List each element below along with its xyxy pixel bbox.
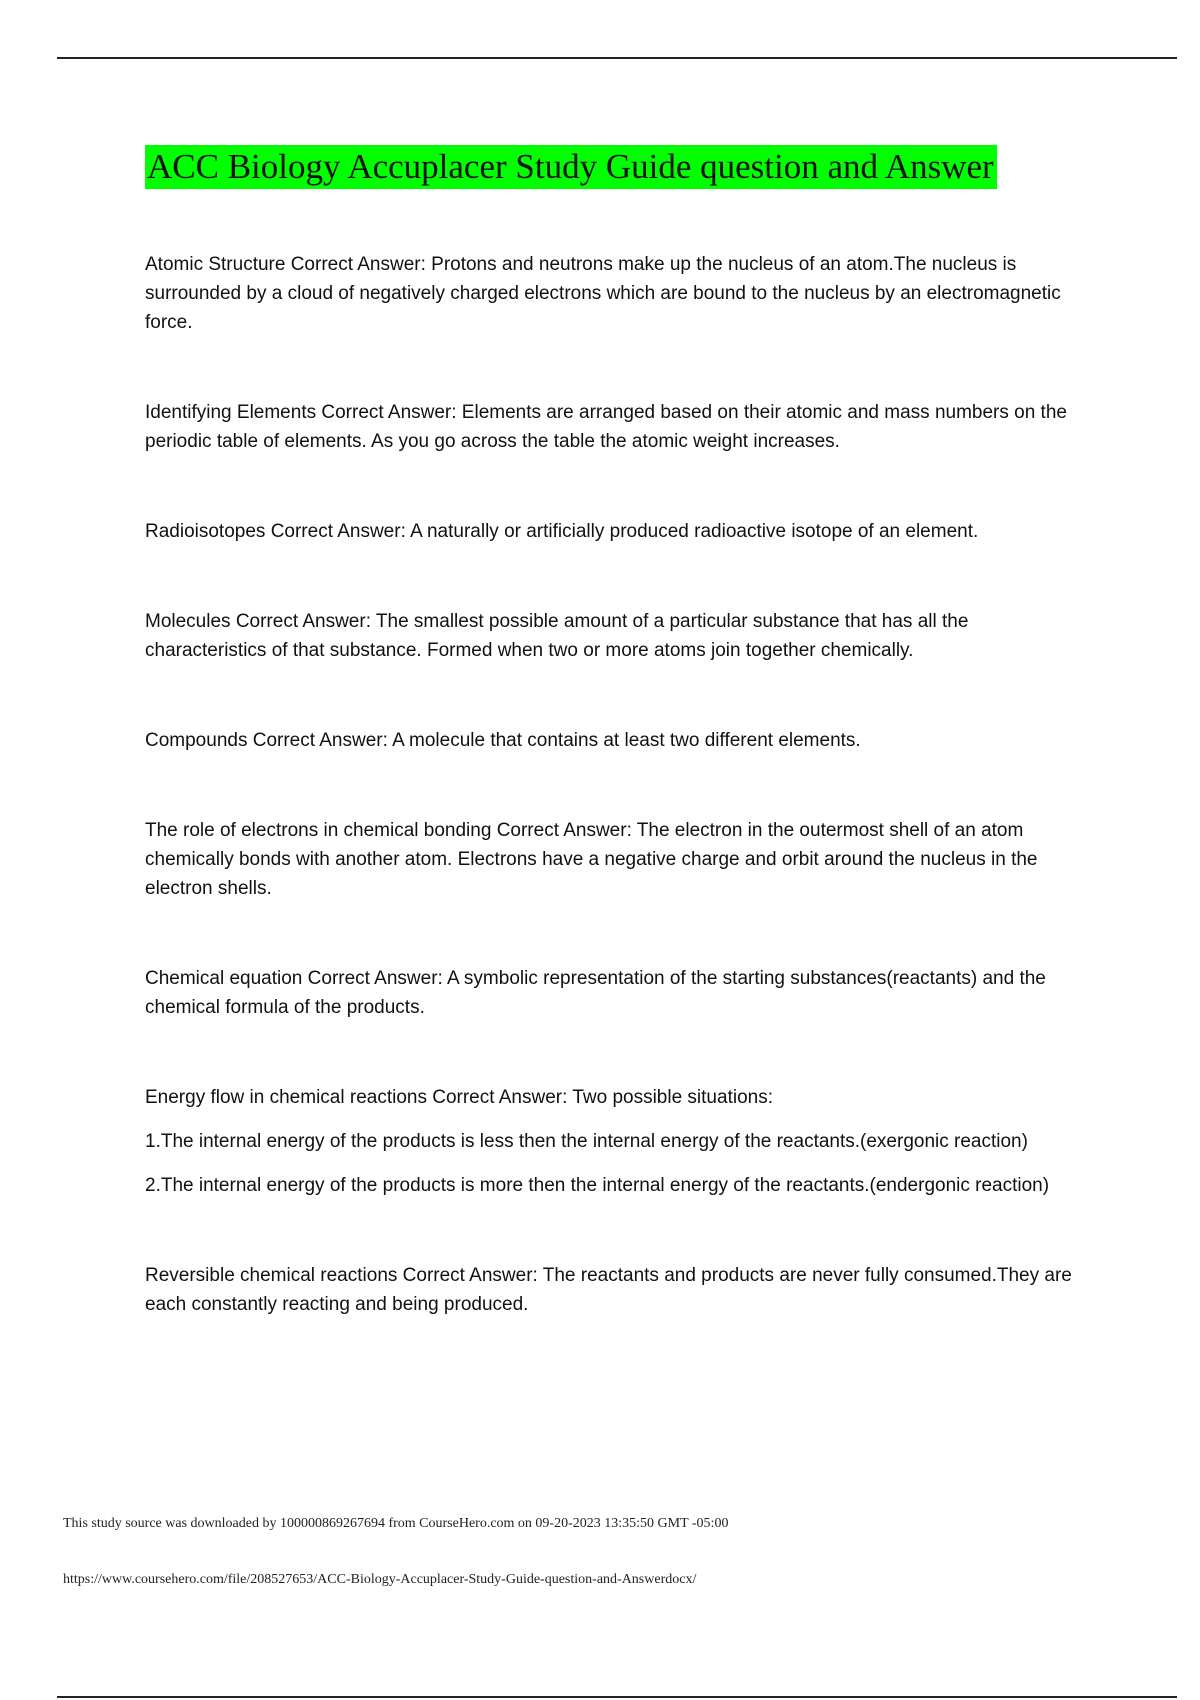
- qa-item: [145, 816, 1080, 903]
- qa-energy-flow-intro: Energy flow in chemical reactions Correct Answer: Two possible situations:: [145, 1087, 773, 1108]
- bottom-divider: [57, 1696, 1177, 1698]
- qa-energy-flow-point-2: 2.The internal energy of the products is more then the internal energy of the reactants.(endergonic reaction): [145, 1175, 1050, 1196]
- qa-item: [145, 964, 1080, 1022]
- qa-item: [145, 517, 1080, 546]
- qa-item: [145, 1261, 1080, 1319]
- document-title: ACC Biology Accuplacer Study Guide question and Answer: [145, 145, 997, 189]
- top-divider: [57, 57, 1177, 59]
- qa-item: [145, 1083, 1080, 1200]
- qa-list: [145, 250, 1080, 1319]
- qa-compounds: Compounds Correct Answer: A molecule that contains at least two different elements.: [145, 730, 861, 751]
- qa-electrons-bonding: The role of electrons in chemical bonding Correct Answer: The electron in the outermost shell of an atom chemically bonds with another atom. Electrons have a negative charge and orbit around the nucleus in the electron shells.: [145, 820, 1038, 899]
- qa-item: [145, 726, 1080, 755]
- qa-item: [145, 607, 1080, 665]
- qa-item: [145, 250, 1080, 337]
- qa-energy-flow-point-1: 1.The internal energy of the products is less then the internal energy of the reactants.(exergonic reaction): [145, 1131, 1028, 1152]
- qa-reversible-reactions: Reversible chemical reactions Correct Answer: The reactants and products are never fully consumed.They are each constantly reacting and being produced.: [145, 1265, 1072, 1315]
- qa-identifying-elements: Identifying Elements Correct Answer: Elements are arranged based on their atomic and mass numbers on the periodic table of elements. As you go across the table the atomic weight increases.: [145, 402, 1067, 452]
- qa-molecules: Molecules Correct Answer: The smallest possible amount of a particular substance that has all the characteristics of that substance. Formed when two or more atoms join together chemically.: [145, 611, 969, 661]
- qa-chemical-equation: Chemical equation Correct Answer: A symbolic representation of the starting substances(reactants) and the chemical formula of the products.: [145, 968, 1046, 1018]
- title-block: [145, 145, 997, 189]
- qa-item: [145, 398, 1080, 456]
- qa-atomic-structure: Atomic Structure Correct Answer: Protons and neutrons make up the nucleus of an atom.The nucleus is surrounded by a cloud of negatively charged electrons which are bound to the nucleus by an electromagnetic force.: [145, 254, 1061, 333]
- source-url: https://www.coursehero.com/file/208527653/ACC-Biology-Accuplacer-Study-Guide-question-and-Answerdocx/: [63, 1572, 697, 1587]
- qa-radioisotopes: Radioisotopes Correct Answer: A naturally or artificially produced radioactive isotope of an element.: [145, 521, 979, 542]
- download-note: This study source was downloaded by 100000869267694 from CourseHero.com on 09-20-2023 13:35:50 GMT -05:00: [63, 1516, 729, 1531]
